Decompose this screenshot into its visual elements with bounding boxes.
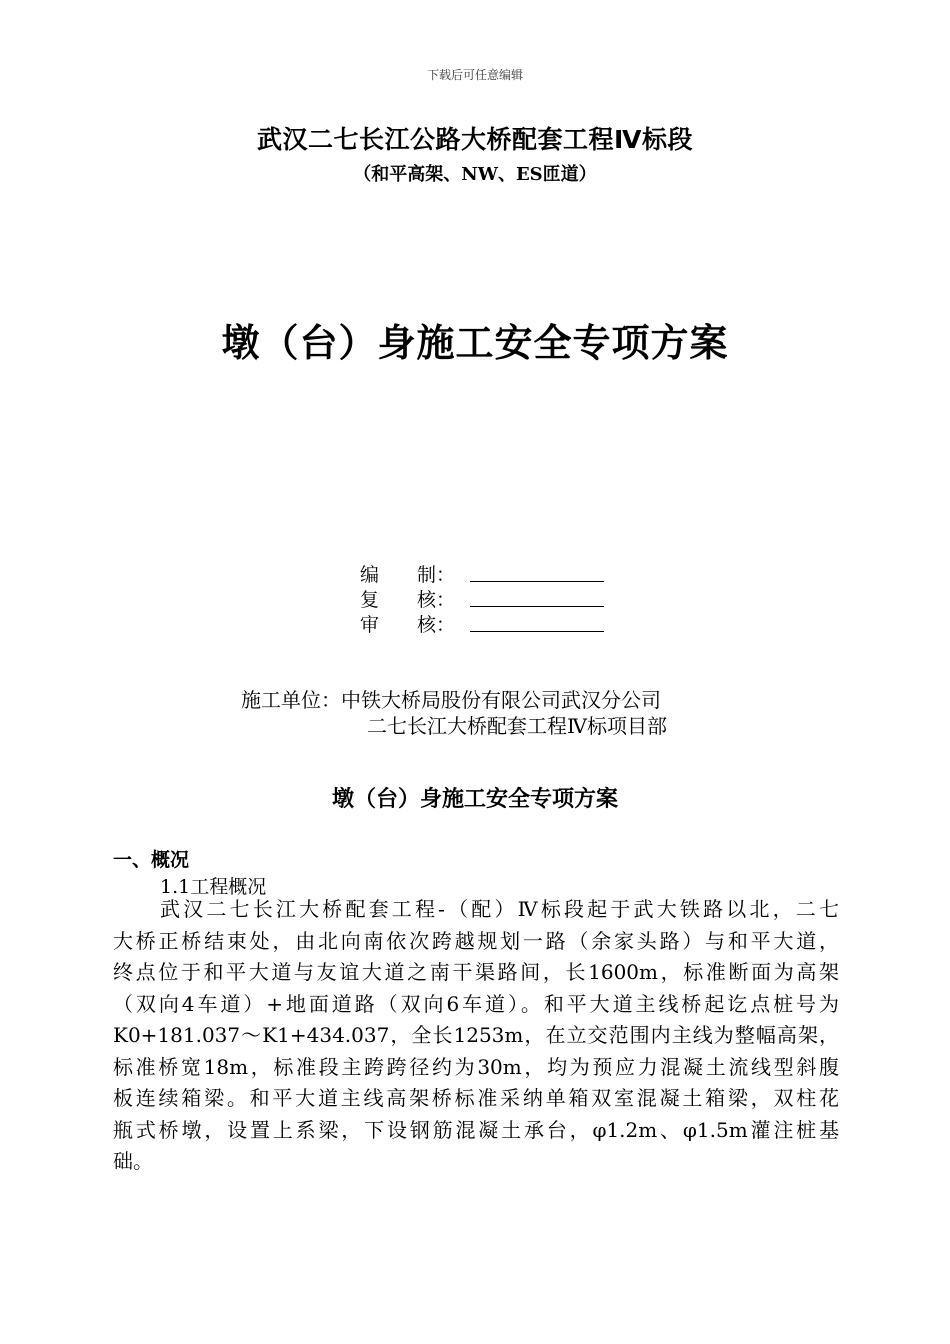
project-subtitle: （和平高架、NW、ES匝道） [353,164,597,185]
signoff-row-reviewed [360,610,460,634]
overview-subheading: 1.1工程概况 [160,876,267,898]
signature-line [470,581,604,582]
construction-unit-line-2: 二七长江大桥配套工程Ⅳ标项目部 [367,714,667,738]
signoff-row-checked [360,585,460,609]
paragraph-line: 武汉二七长江大桥配套工程-（配）Ⅳ标段起于武大铁路以北，二七 [160,897,839,921]
paragraph-line: 标准桥宽18m，标准段主跨跨径约为30m，均为预应力混凝土流线型斜腹 [113,1054,839,1079]
document-title: 墩（台）身施工安全专项方案 [221,321,729,365]
overview-paragraph [113,894,839,1178]
construction-unit-line-1: 施工单位：中铁大桥局股份有限公司武汉分公司 [241,688,661,712]
section-title: 墩（台）身施工安全专项方案 [331,787,618,812]
paragraph-line: K0+181.037～K1+434.037，全长1253m，在立交范围内主线为整幅高架， [113,1023,839,1047]
signoff-row-prepared [360,560,460,584]
project-title: 武汉二七长江公路大桥配套工程Ⅳ标段 [257,125,693,154]
signoff-label: 编 制： [360,564,456,586]
signoff-label: 审 核： [360,614,456,636]
signoff-label: 复 核： [360,589,456,611]
overview-heading: 一、概况 [113,849,190,871]
signature-line [470,606,604,607]
paragraph-line: 瓶式桥墩，设置上系梁，下设钢筋混凝土承台，φ1.2m、φ1.5m灌注桩基 [113,1117,839,1142]
header-note: 下载后可任意编辑 [426,68,523,82]
paragraph-line: 础。 [113,1149,153,1173]
paragraph-line: 板连续箱梁。和平大道主线高架桥标准采纳单箱双室混凝土箱梁，双柱花 [113,1086,839,1110]
signature-line [470,631,604,632]
paragraph-line: （双向4车道）+地面道路（双向6车道）。和平大道主线桥起讫点桩号为 [113,991,839,1016]
paragraph-line: 终点位于和平大道与友谊大道之南干渠路间，长1600m，标准断面为高架 [113,960,839,984]
paragraph-line: 大桥正桥结束处，由北向南依次跨越规划一路（余家头路）与和平大道， [113,928,839,953]
